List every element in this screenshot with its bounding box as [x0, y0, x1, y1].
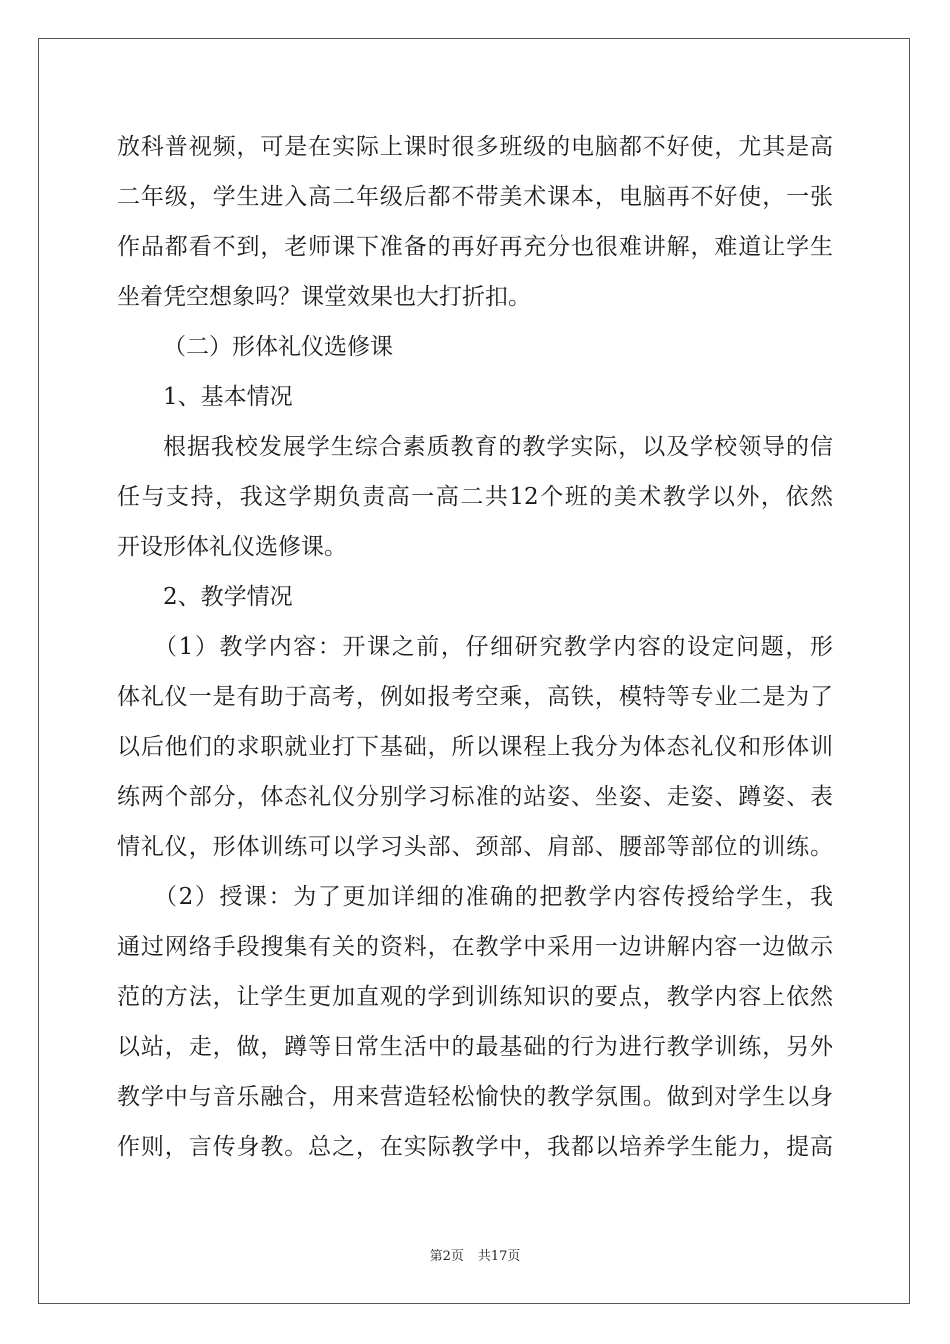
paragraph-line: 练两个部分，体态礼仪分别学习标准的站姿、坐姿、走姿、蹲姿、表 — [117, 784, 833, 810]
paragraph-line: 作则，言传身教。总之，在实际教学中，我都以培养学生能力，提高 — [117, 1134, 833, 1160]
paragraph-line: （2）授课：为了更加详细的准确的把教学内容传授给学生，我 — [154, 884, 833, 910]
subsection-heading: 1、基本情况 — [163, 384, 293, 410]
page-total: 共17页 — [477, 1249, 521, 1264]
paragraph-line: 坐着凭空想象吗？课堂效果也大打折扣。 — [117, 284, 531, 310]
paragraph-line: 范的方法，让学生更加直观的学到训练知识的要点，教学内容上依然 — [117, 984, 833, 1010]
paragraph-line: 作品都看不到，老师课下准备的再好再充分也很难讲解，难道让学生 — [117, 234, 833, 260]
paragraph-line: （1）教学内容：开课之前，仔细研究教学内容的设定问题，形 — [154, 634, 833, 660]
page-number: 第2页 — [429, 1249, 464, 1264]
paragraph-line: 通过网络手段搜集有关的资料，在教学中采用一边讲解内容一边做示 — [117, 934, 833, 960]
section-heading: （二）形体礼仪选修课 — [163, 334, 393, 360]
paragraph-line: 教学中与音乐融合，用来营造轻松愉快的教学氛围。做到对学生以身 — [117, 1084, 833, 1110]
subsection-heading: 2、教学情况 — [163, 584, 293, 610]
paragraph-line: 根据我校发展学生综合素质教育的教学实际，以及学校领导的信 — [163, 434, 833, 460]
paragraph-line: 以后他们的求职就业打下基础，所以课程上我分为体态礼仪和形体训 — [117, 734, 833, 760]
paragraph-line: 任与支持，我这学期负责高一高二共12个班的美术教学以外，依然 — [117, 484, 833, 510]
paragraph-line: 情礼仪，形体训练可以学习头部、颈部、肩部、腰部等部位的训练。 — [117, 834, 833, 860]
paragraph-line: 体礼仪一是有助于高考，例如报考空乘，高铁，模特等专业二是为了 — [117, 684, 833, 710]
paragraph-line: 以站，走，做，蹲等日常生活中的最基础的行为进行教学训练，另外 — [117, 1034, 833, 1060]
paragraph-line: 二年级，学生进入高二年级后都不带美术课本，电脑再不好使，一张 — [117, 184, 833, 210]
document-body — [117, 122, 833, 1172]
page-footer — [0, 1245, 950, 1264]
paragraph-line: 开设形体礼仪选修课。 — [117, 534, 347, 560]
paragraph-line: 放科普视频，可是在实际上课时很多班级的电脑都不好使，尤其是高 — [117, 134, 833, 160]
